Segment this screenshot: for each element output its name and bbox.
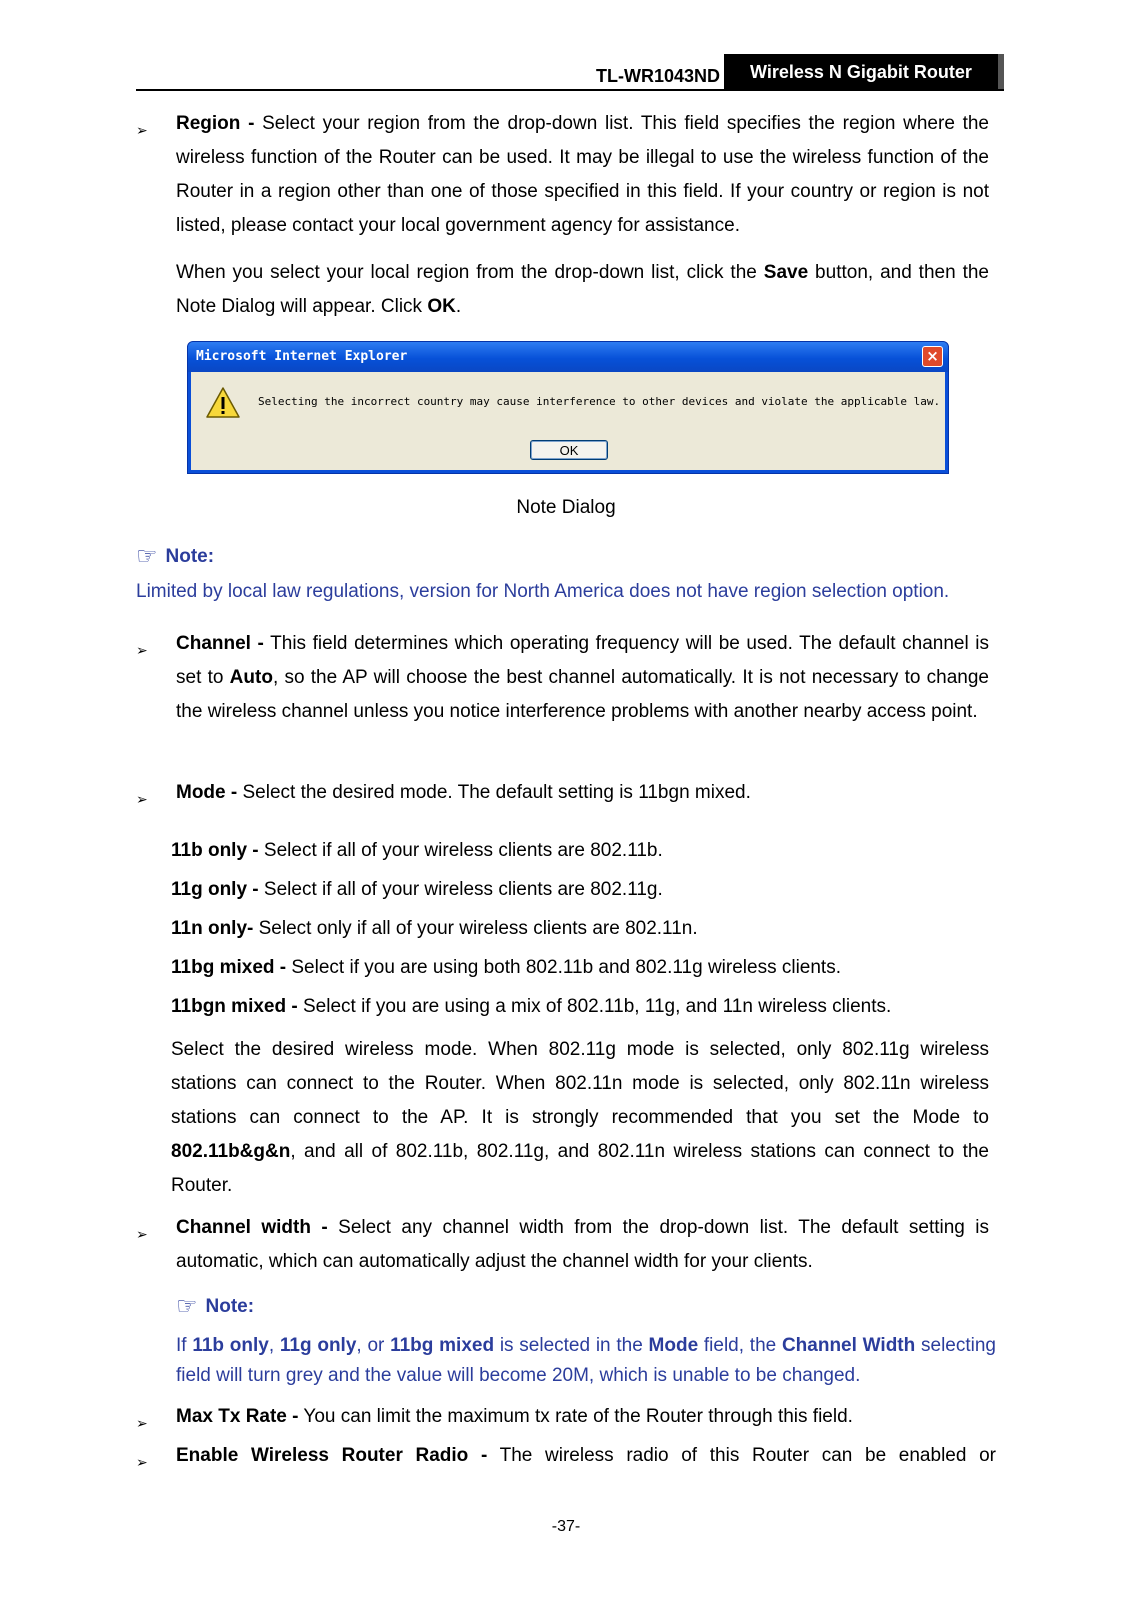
note2-t3: , or xyxy=(356,1335,391,1356)
note2-t2: , xyxy=(268,1335,280,1356)
mode-item-11bg xyxy=(171,953,841,983)
header-model: TL-WR1043ND xyxy=(595,66,720,86)
max-tx-paragraph xyxy=(176,1400,989,1434)
radio-text: The wireless radio of this Router can be enabled or xyxy=(487,1445,996,1466)
bullet-radio-icon: ➢ xyxy=(136,1454,148,1470)
note1-label: Note: xyxy=(165,546,215,567)
bullet-mode-icon: ➢ xyxy=(136,791,148,807)
note1-hand-icon: ☞ xyxy=(136,543,158,570)
mode-item-term: 11n only- xyxy=(171,918,254,939)
mode-item-term: 11g only - xyxy=(171,879,259,900)
note2-hand-icon: ☞ xyxy=(176,1293,198,1320)
mode-item-text: Select only if all of your wireless clients are 802.11n. xyxy=(253,918,698,939)
note2-b2: 11g only xyxy=(279,1335,357,1356)
mode-item-text: Select if all of your wireless clients are 802.11g. xyxy=(258,879,663,900)
region-p2-b: button, and then the Note Dialog will appear. Click xyxy=(176,262,989,317)
radio-term: Enable Wireless Router Radio - xyxy=(176,1445,488,1466)
note2-t1: If xyxy=(176,1335,193,1356)
note1-heading xyxy=(136,542,214,571)
channel-width-text: Select any channel width from the drop-down list. The default setting is automatic, which can automatically adjust the channel width for your clients. xyxy=(176,1217,990,1272)
dialog-title-bar xyxy=(188,342,948,372)
note-dialog xyxy=(187,341,949,474)
region-p2-c: . xyxy=(455,296,462,317)
mode-item-11n xyxy=(171,914,698,944)
mode-summary-paragraph xyxy=(171,1033,989,1203)
channel-width-paragraph xyxy=(176,1211,989,1279)
mode-item-text: Select if you are using both 802.11b and 802.11g wireless clients. xyxy=(286,957,841,978)
region-term: Region - xyxy=(176,113,255,134)
note2-b1: 11b only xyxy=(192,1335,269,1356)
channel-paragraph xyxy=(176,627,989,729)
mode-summary-a: Select the desired wireless mode. When 802.11g mode is selected, only 802.11g wireless stations can connect to the Router. When 802.11n mode is selected, only 802.11n wireless stations can connect to the AP. It is strongly recommended that you set the Mode to xyxy=(171,1039,989,1128)
channel-text-b: , so the AP will choose the best channel automatically. It is not necessary to change the wireless channel unless you notice interference problems with another nearby access point. xyxy=(176,667,989,722)
dialog-message: Selecting the incorrect country may cause interference to other devices and violate the applicable law. xyxy=(258,395,941,408)
max-tx-term: Max Tx Rate - xyxy=(176,1406,299,1427)
dialog-ok-button[interactable]: OK xyxy=(530,440,608,460)
mode-item-term: 11b only - xyxy=(171,840,259,861)
mode-item-11bgn xyxy=(171,992,891,1022)
channel-text-a: This field determines which operating frequency will be used. The default channel is set to xyxy=(176,633,990,688)
note2-heading xyxy=(176,1292,254,1321)
header-product: Wireless N Gigabit Router xyxy=(750,61,972,82)
bullet-max-tx-icon: ➢ xyxy=(136,1415,148,1431)
mode-item-term: 11bgn mixed - xyxy=(171,996,298,1017)
bullet-channel-icon: ➢ xyxy=(136,642,148,658)
region-paragraph xyxy=(176,107,989,243)
channel-term: Channel - xyxy=(176,633,264,654)
note2-b4: Mode xyxy=(648,1335,699,1356)
region-save-word: Save xyxy=(763,262,809,283)
note2-label: Note: xyxy=(205,1296,255,1317)
mode-item-text: Select if you are using a mix of 802.11b, 11g, and 11n wireless clients. xyxy=(297,996,892,1017)
dialog-title: Microsoft Internet Explorer xyxy=(196,349,408,364)
channel-auto: Auto xyxy=(229,667,273,688)
mode-summary-bold: 802.11b&g&n xyxy=(171,1141,291,1162)
region-save-paragraph xyxy=(176,256,989,324)
mode-paragraph xyxy=(176,776,989,810)
radio-paragraph xyxy=(176,1439,996,1473)
mode-summary-b: , and all of 802.11b, 802.11g, and 802.11n wireless stations can connect to the Router. xyxy=(171,1141,989,1196)
note2-t6: selecting field will turn grey and the value will become 20M, which is unable to be changed. xyxy=(176,1335,996,1386)
region-text: Select your region from the drop-down list. This field specifies the region where the wireless function of the Router can be used. It may be illegal to use the wireless function of the Router in a region other than one of those specified in this field. If your country or region is not listed, please contact your local government agency for assistance. xyxy=(176,113,989,236)
dialog-caption: Note Dialog xyxy=(516,497,616,518)
mode-term: Mode - xyxy=(176,782,238,803)
mode-text: Select the desired mode. The default setting is 11bgn mixed. xyxy=(237,782,751,803)
mode-item-11g xyxy=(171,875,663,905)
header-product-box xyxy=(724,54,1004,90)
note2-t5: field, the xyxy=(698,1335,782,1356)
bullet-region-icon: ➢ xyxy=(136,122,148,138)
dialog-body xyxy=(191,372,945,470)
region-p2-a: When you select your local region from the drop-down list, click the xyxy=(176,262,764,283)
note2-t4: is selected in the xyxy=(494,1335,649,1356)
region-ok-word: OK xyxy=(427,296,456,317)
channel-width-term: Channel width - xyxy=(176,1217,328,1238)
note2-b3: 11bg mixed xyxy=(390,1335,495,1356)
mode-item-11b xyxy=(171,836,663,866)
page-number: -37- xyxy=(551,1518,581,1535)
note2-b5: Channel Width xyxy=(781,1335,916,1356)
note1-text: Limited by local law regulations, version for North America does not have region selection option. xyxy=(136,581,950,602)
note2-text xyxy=(176,1331,996,1391)
mode-item-term: 11bg mixed - xyxy=(171,957,287,978)
mode-item-text: Select if all of your wireless clients are 802.11b. xyxy=(258,840,663,861)
max-tx-text: You can limit the maximum tx rate of the Router through this field. xyxy=(298,1406,853,1427)
header-rule xyxy=(136,89,1004,91)
warning-icon xyxy=(205,386,241,420)
dialog-close-icon[interactable]: × xyxy=(922,346,943,367)
bullet-channel-width-icon: ➢ xyxy=(136,1226,148,1242)
